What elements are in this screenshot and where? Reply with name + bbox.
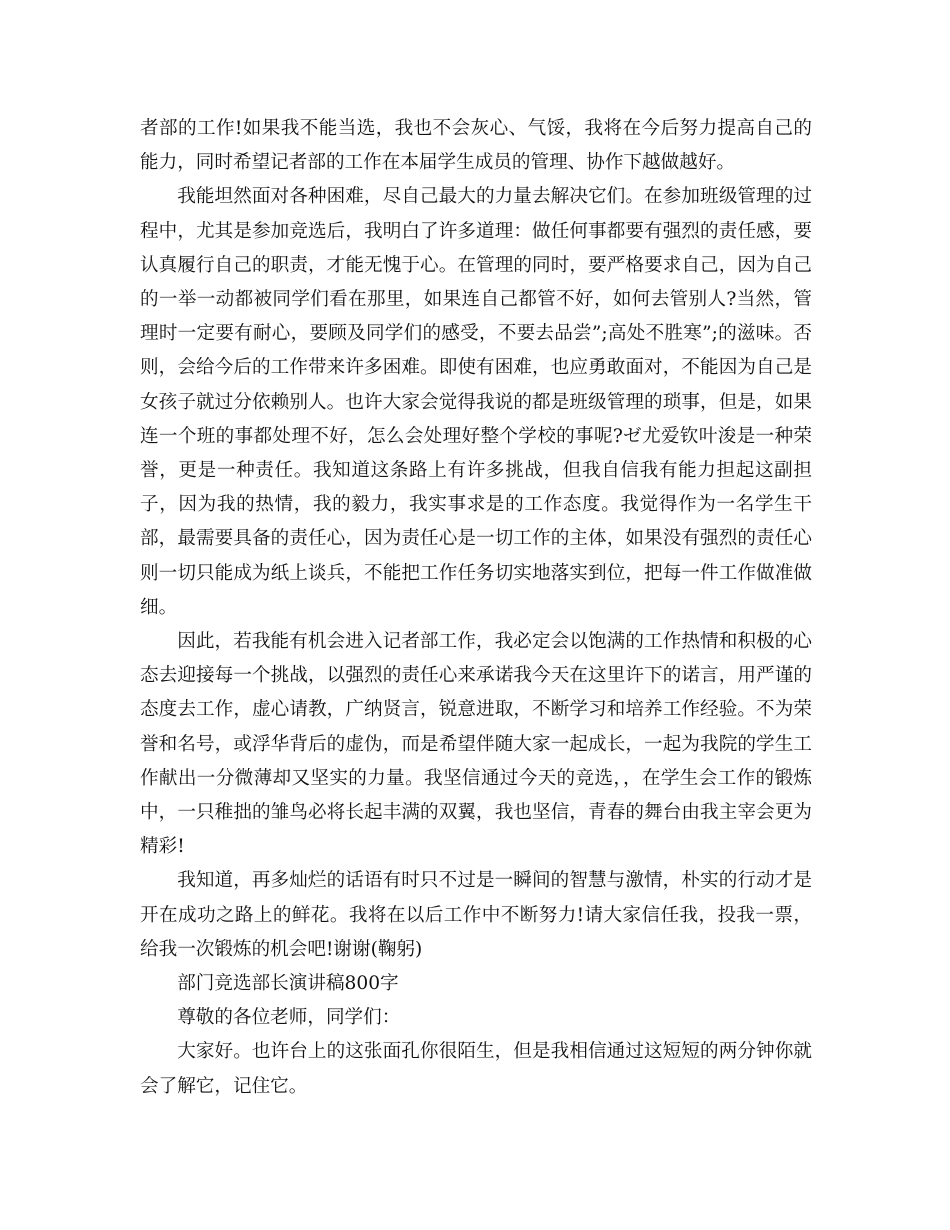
paragraph-greeting: 大家好。也许台上的这张面孔你很陌生，但是我相信通过这短短的两分钟你就会了解它，记住它。: [140, 1041, 812, 1097]
paragraph-continuation: 者部的工作!如果我不能当选，我也不会灰心、气馁，我将在今后努力提高自己的能力，同时希望记者部的工作在本届学生成员的管理、协作下越做越好。: [140, 118, 812, 174]
paragraph-responsibility: 我能坦然面对各种困难，尽自己最大的力量去解决它们。在参加班级管理的过程中，尤其是参加竞选后，我明白了许多道理：做任何事都要有强烈的责任感，要认真履行自己的职责，才能无愧于心。在管理的同时，要严格要求自己，因为自己的一举一动都被同学们看在那里，如果连自己都管不好，如何去管别人?当然，管理时一定要有耐心，要顾及同学们的感受，不要去品尝”;高处不胜寒”;的滋味。否则，会给今后的工作带来许多困难。即使有困难，也应勇敢面对，不能因为自己是女孩子就过分依赖别人。也许大家会觉得我说的都是班级管理的琐事，但是，如果连一个班的事都处理不好，怎么会处理好整个学校的事呢?ゼ尤爱钦叶浚是一种荣誉，更是一种责任。我知道这条路上有许多挑战，但我自信我有能力担起这副担子，因为我的热情，我的毅力，我实事求是的工作态度。我觉得作为一名学生干部，最需要具备的责任心，因为责任心是一切工作的主体，如果没有强烈的责任心则一切只能成为纸上谈兵，不能把工作任务切实地落实到位，把每一件工作做准做细。: [140, 186, 812, 618]
section-title: 部门竞选部长演讲稿800字: [177, 973, 399, 995]
paragraph-closing: 我知道，再多灿烂的话语有时只不过是一瞬间的智慧与激情，朴实的行动才是开在成功之路上的鲜花。我将在以后工作中不断努力!请大家信任我，投我一票，给我一次锻炼的机会吧!谢谢(鞠躬): [140, 870, 812, 960]
salutation: 尊敬的各位老师，同学们：: [177, 1007, 401, 1029]
paragraph-commitment: 因此，若我能有机会进入记者部工作，我必定会以饱满的工作热情和积极的心态去迎接每一个挑战，以强烈的责任心来承诺我今天在这里许下的诺言，用严谨的态度去工作，虚心请教，广纳贤言，锐意进取，不断学习和培养工作经验。不为荣誉和名号，或浮华背后的虚伪，而是希望伴随大家一起成长，一起为我院的学生工作献出一分微薄却又坚实的力量。我坚信通过今天的竞选，，在学生会工作的锻炼中，一只稚拙的雏鸟必将长起丰满的双翼，我也坚信，青春的舞台由我主宰会更为精彩!: [140, 631, 812, 858]
document-body: [140, 112, 812, 1104]
